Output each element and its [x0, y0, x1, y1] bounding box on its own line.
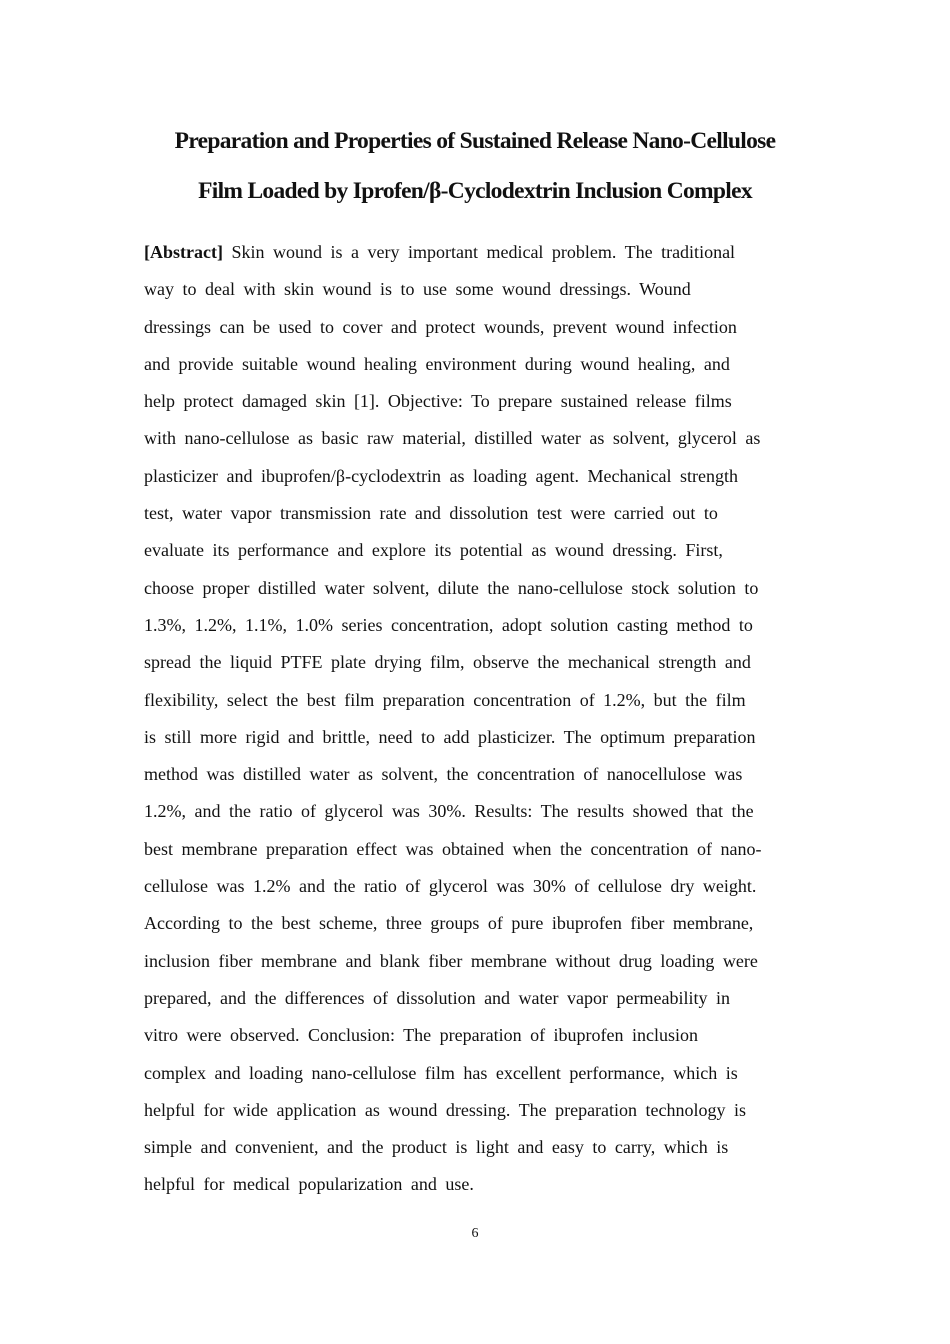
abstract-line-text: Skin wound is a very important medical problem. The traditional: [231, 242, 736, 262]
abstract-line: spread the liquid PTFE plate drying film, observe the mechanical strength and: [144, 652, 751, 673]
abstract-line: helpful for wide application as wound dressing. The preparation technology is: [144, 1099, 747, 1120]
abstract-line: best membrane preparation effect was obtained when the concentration of nano-: [144, 838, 762, 859]
abstract-line: plasticizer and ibuprofen/β-cyclodextrin as loading agent. Mechanical strength: [144, 465, 738, 486]
abstract-line: with nano-cellulose as basic raw material, distilled water as solvent, glycerol as: [144, 428, 761, 449]
title-line-1: Preparation and Properties of Sustained Release Nano-Cellulose: [174, 128, 776, 154]
abstract-line: evaluate its performance and explore its potential as wound dressing. First,: [144, 540, 723, 561]
abstract-label: [Abstract]: [144, 242, 223, 262]
abstract-line: 1.2%, and the ratio of glycerol was 30%. Results: The results showed that the: [144, 801, 754, 822]
abstract-section: [144, 234, 808, 1204]
abstract-line: help protect damaged skin [1]. Objective: To prepare sustained release films: [144, 391, 732, 412]
paper-title: [100, 116, 850, 216]
abstract-line: dressings can be used to cover and protect wounds, prevent wound infection: [144, 316, 737, 337]
abstract-line: flexibility, select the best film preparation concentration of 1.2%, but the film: [144, 689, 746, 710]
abstract-line: simple and convenient, and the product is light and easy to carry, which is: [144, 1137, 729, 1158]
abstract-line: way to deal with skin wound is to use some wound dressings. Wound: [144, 279, 691, 300]
abstract-line: choose proper distilled water solvent, dilute the nano-cellulose stock solution to: [144, 577, 759, 598]
abstract-line: helpful for medical popularization and use.: [144, 1174, 474, 1195]
abstract-line: complex and loading nano-cellulose film has excellent performance, which is: [144, 1062, 738, 1083]
abstract-line: According to the best scheme, three groups of pure ibuprofen fiber membrane,: [144, 913, 754, 934]
abstract-line: is still more rigid and brittle, need to add plasticizer. The optimum preparation: [144, 726, 756, 747]
title-line-2: Film Loaded by Iprofen/β-Cyclodextrin Inclusion Complex: [198, 178, 752, 204]
abstract-line: test, water vapor transmission rate and dissolution test were carried out to: [144, 503, 718, 524]
abstract-line: vitro were observed. Conclusion: The preparation of ibuprofen inclusion: [144, 1025, 699, 1046]
abstract-line: [144, 234, 808, 271]
abstract-line: and provide suitable wound healing environment during wound healing, and: [144, 353, 730, 374]
page-number: 6: [471, 1226, 479, 1241]
abstract-line: cellulose was 1.2% and the ratio of glycerol was 30% of cellulose dry weight.: [144, 876, 757, 897]
abstract-line: inclusion fiber membrane and blank fiber membrane without drug loading were: [144, 950, 758, 971]
abstract-line: prepared, and the differences of dissolution and water vapor permeability in: [144, 987, 730, 1008]
abstract-line: method was distilled water as solvent, the concentration of nanocellulose was: [144, 764, 743, 785]
abstract-line: 1.3%, 1.2%, 1.1%, 1.0% series concentration, adopt solution casting method to: [144, 614, 753, 635]
